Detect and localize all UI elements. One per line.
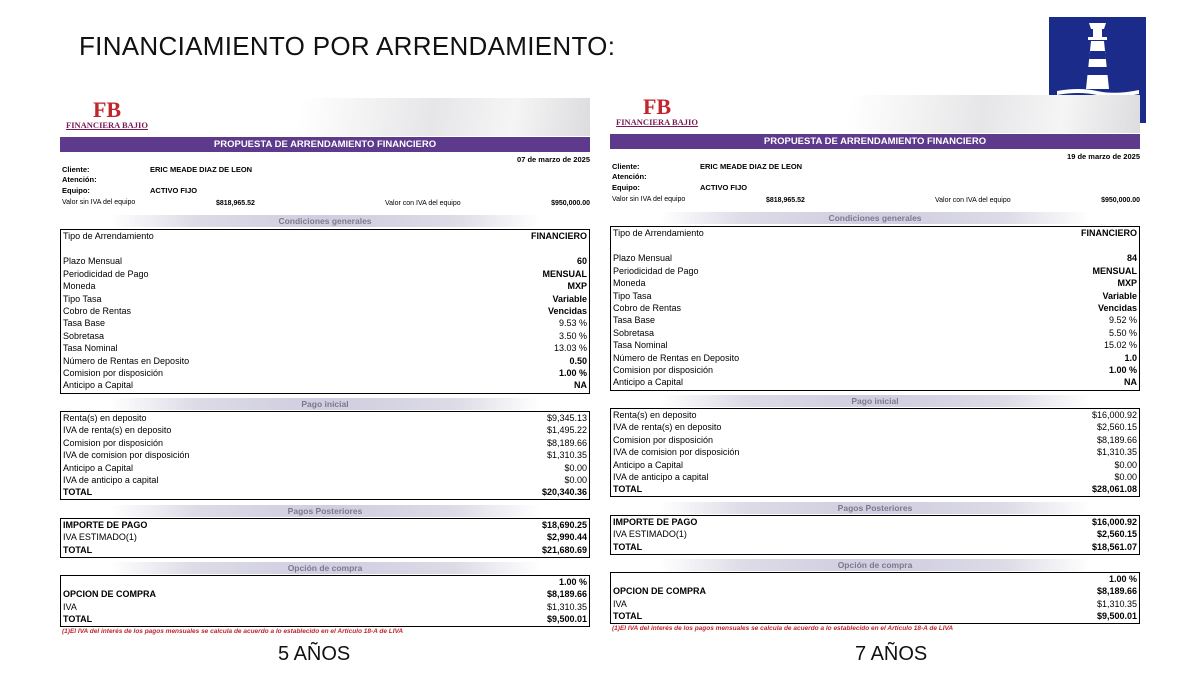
table-row (61, 293, 589, 305)
quote-date: 19 de marzo de 2025 (1067, 152, 1140, 161)
section-purchase-option: Opción de compra (660, 559, 1090, 571)
equipment-label: Equipo: (612, 183, 640, 192)
row-label: Comision por disposición (63, 367, 164, 378)
table-row (611, 364, 1139, 376)
later-total-row (611, 541, 1139, 553)
row-value: $0.00 (564, 462, 587, 473)
general-conditions-table (610, 226, 1140, 391)
brand-name: FINANCIERA BAJIO (616, 117, 698, 127)
table-row (61, 379, 589, 391)
payment-amount-row (611, 516, 1139, 528)
initial-total-value: $20,340.36 (541, 487, 587, 498)
initial-total-label: TOTAL (613, 484, 643, 495)
purchase-total-value: $9,500.01 (1096, 611, 1137, 622)
purchase-vat-value: $1,310.35 (546, 601, 587, 612)
row-value: Variable (1102, 290, 1137, 301)
section-later-payments: Pagos Posteriores (110, 505, 540, 517)
table-row (611, 471, 1139, 483)
row-value: $1,495.22 (546, 425, 587, 436)
financiera-bajio-logo (612, 94, 702, 131)
row-label: Tipo Tasa (63, 293, 102, 304)
row-value: 0.50 (569, 355, 587, 366)
row-label: Tasa Nominal (613, 340, 668, 351)
initial-payment-rows (611, 409, 1139, 483)
row-value: $16,000.92 (1091, 410, 1137, 420)
row-value: MENSUAL (542, 268, 587, 279)
general-conditions-rows (61, 255, 589, 391)
row-label: Tasa Base (613, 315, 656, 326)
table-row (611, 314, 1139, 326)
estimated-vat-value: $2,560.15 (1096, 529, 1137, 540)
purchase-vat-label: IVA (63, 601, 77, 612)
table-row (611, 252, 1139, 264)
row-label: Sobretasa (613, 327, 655, 338)
row-label: Cobro de Rentas (63, 305, 132, 316)
row-label: Anticipo a Capital (613, 377, 684, 388)
row-label: Moneda (613, 278, 646, 289)
table-row (61, 449, 589, 461)
estimated-vat-row (61, 531, 589, 543)
estimated-vat-label: IVA ESTIMADO(1) (613, 529, 687, 540)
row-label: Plazo Mensual (613, 253, 673, 264)
section-initial-payment: Pago inicial (660, 395, 1090, 407)
attention-label: Atención: (612, 172, 647, 181)
client-name: ERIC MEADE DIAZ DE LEON (150, 165, 253, 174)
row-value: $8,189.66 (1096, 434, 1137, 445)
row-label: Anticipo a Capital (63, 380, 134, 391)
purchase-total-value: $9,500.01 (546, 614, 587, 625)
row-value: 3.50 % (558, 330, 587, 341)
row-label: IVA de comision por disposición (63, 450, 190, 461)
row-value: $0.00 (1114, 471, 1137, 482)
proposal-header: PROPUESTA DE ARRENDAMIENTO FINANCIERO (610, 134, 1140, 149)
row-value: MXP (567, 281, 587, 292)
row-label: Periodicidad de Pago (613, 265, 699, 276)
table-row (61, 255, 589, 267)
payment-amount-value: $16,000.92 (1091, 517, 1137, 527)
initial-payment-table (60, 411, 590, 500)
brand-name: FINANCIERA BAJIO (66, 120, 148, 130)
purchase-pct-row (611, 573, 1139, 585)
row-value: 60 (576, 256, 587, 267)
row-value: $2,560.15 (1096, 422, 1137, 433)
value-without-vat-label: Valor sin IVA del equipo (612, 196, 686, 203)
value-without-vat: $818,965.52 (766, 197, 805, 204)
section-general-conditions: Condiciones generales (110, 215, 540, 227)
table-row (611, 446, 1139, 458)
value-with-vat: $950,000.00 (551, 200, 590, 207)
client-label: Cliente: (612, 162, 640, 171)
lease-type-value: FINANCIERO (531, 231, 587, 241)
row-label: IVA de renta(s) en deposito (613, 422, 722, 433)
lease-type-label: Tipo de Arrendamiento (613, 228, 704, 238)
general-conditions-table (60, 229, 590, 394)
row-label: Moneda (63, 281, 96, 292)
row-label: Comision por disposición (613, 434, 714, 445)
purchase-option-value: $8,189.66 (546, 589, 587, 600)
table-row (611, 327, 1139, 339)
lease-type-label: Tipo de Arrendamiento (63, 231, 154, 241)
row-value: NA (1124, 377, 1137, 388)
financiera-bajio-logo (62, 97, 152, 134)
payment-amount-value: $18,690.25 (541, 520, 587, 530)
row-value: 84 (1126, 253, 1137, 264)
section-purchase-option: Opción de compra (110, 562, 540, 574)
row-label: IVA de comision por disposición (613, 447, 740, 458)
table-row (611, 434, 1139, 446)
table-row (611, 376, 1139, 388)
table-row (61, 280, 589, 292)
row-value: 1.00 % (1108, 364, 1137, 375)
table-row (611, 339, 1139, 351)
row-value: Variable (552, 293, 587, 304)
value-with-vat: $950,000.00 (1101, 197, 1140, 204)
later-total-value: $21,680.69 (541, 544, 587, 555)
purchase-pct-value: 1.00 % (1108, 574, 1137, 584)
table-row (61, 305, 589, 317)
purchase-total-row (61, 613, 589, 625)
row-label: Anticipo a Capital (613, 459, 684, 470)
section-initial-payment: Pago inicial (110, 398, 540, 410)
row-value: NA (574, 380, 587, 391)
later-total-label: TOTAL (613, 541, 643, 552)
row-label: Renta(s) en deposito (613, 410, 697, 420)
client-name: ERIC MEADE DIAZ DE LEON (700, 162, 803, 171)
row-value: 15.02 % (1103, 340, 1137, 351)
estimated-vat-label: IVA ESTIMADO(1) (63, 532, 137, 543)
purchase-option-label: OPCION DE COMPRA (63, 589, 157, 600)
section-general-conditions: Condiciones generales (660, 212, 1090, 224)
brand-mark: FB (92, 97, 122, 122)
initial-total-value: $28,061.08 (1091, 484, 1137, 495)
table-row (61, 317, 589, 329)
row-label: Cobro de Rentas (613, 302, 682, 313)
row-label: Tasa Nominal (63, 343, 118, 354)
purchase-total-label: TOTAL (63, 614, 93, 625)
payment-amount-label: IMPORTE DE PAGO (63, 520, 148, 530)
row-value: $9,345.13 (546, 413, 587, 423)
row-label: Comision por disposición (613, 364, 714, 375)
initial-total-row (611, 483, 1139, 495)
initial-payment-rows (61, 412, 589, 486)
purchase-vat-row (611, 598, 1139, 610)
client-label: Cliente: (62, 165, 90, 174)
footnote: (1)El IVA del interés de los pagos mensuales se calcula de acuerdo a lo establecido en el Artículo 18-A de LIVA (612, 625, 954, 632)
row-value: $1,310.35 (546, 450, 587, 461)
row-value: $1,310.35 (1096, 447, 1137, 458)
lease-type-row (61, 230, 589, 242)
row-value: 9.53 % (558, 318, 587, 329)
estimated-vat-value: $2,990.44 (546, 532, 587, 543)
row-label: Tasa Base (63, 318, 106, 329)
row-label: Número de Rentas en Deposito (613, 352, 740, 363)
slide-title: FINANCIAMIENTO POR ARRENDAMIENTO: (79, 31, 616, 61)
brand-mark: FB (642, 94, 672, 119)
table-row (61, 424, 589, 436)
table-row (61, 342, 589, 354)
table-row (61, 355, 589, 367)
table-row (611, 302, 1139, 314)
lease-type-value: FINANCIERO (1081, 228, 1137, 238)
row-value: MXP (1117, 278, 1137, 289)
row-value: Vencidas (547, 305, 587, 316)
table-row (611, 265, 1139, 277)
purchase-option-row (61, 588, 589, 600)
equipment-value: ACTIVO FIJO (150, 186, 198, 195)
row-label: Renta(s) en deposito (63, 413, 147, 423)
equipment-value: ACTIVO FIJO (700, 183, 748, 192)
later-payments-table (610, 515, 1140, 555)
row-value: $8,189.66 (546, 437, 587, 448)
table-row (61, 474, 589, 486)
row-label: Comision por disposición (63, 437, 164, 448)
table-row (61, 437, 589, 449)
payment-amount-row (61, 519, 589, 531)
lease-quote-7-years (610, 95, 1140, 635)
proposal-header: PROPUESTA DE ARRENDAMIENTO FINANCIERO (60, 137, 590, 152)
value-without-vat: $818,965.52 (216, 200, 255, 207)
row-value: 9.52 % (1108, 315, 1137, 326)
row-value: 5.50 % (1108, 327, 1137, 338)
table-row (61, 462, 589, 474)
table-row (61, 412, 589, 424)
table-row (611, 421, 1139, 433)
row-label: Número de Rentas en Deposito (63, 355, 190, 366)
row-label: IVA de anticipo a capital (613, 471, 709, 482)
purchase-vat-row (61, 601, 589, 613)
purchase-total-label: TOTAL (613, 611, 643, 622)
purchase-pct-row (61, 576, 589, 588)
table-row (611, 277, 1139, 289)
initial-total-label: TOTAL (63, 487, 93, 498)
quote-date: 07 de marzo de 2025 (517, 155, 590, 164)
row-label: Periodicidad de Pago (63, 268, 149, 279)
row-value: MENSUAL (1092, 265, 1137, 276)
lease-quote-5-years (60, 98, 590, 638)
row-label: Anticipo a Capital (63, 462, 134, 473)
purchase-option-value: $8,189.66 (1096, 586, 1137, 597)
purchase-vat-label: IVA (613, 598, 627, 609)
later-total-value: $18,561.07 (1091, 541, 1137, 552)
later-payments-table (60, 518, 590, 558)
value-without-vat-label: Valor sin IVA del equipo (62, 199, 136, 206)
caption-5-years: 5 AÑOS (278, 643, 351, 665)
purchase-option-table (60, 575, 590, 627)
table-row (61, 268, 589, 280)
later-total-label: TOTAL (63, 544, 93, 555)
row-value: Vencidas (1097, 302, 1137, 313)
row-label: IVA de anticipo a capital (63, 474, 159, 485)
row-value: $0.00 (564, 474, 587, 485)
row-value: 13.03 % (553, 343, 587, 354)
purchase-option-label: OPCION DE COMPRA (613, 586, 707, 597)
estimated-vat-row (611, 528, 1139, 540)
purchase-option-table (610, 572, 1140, 624)
row-label: Sobretasa (63, 330, 105, 341)
value-with-vat-label: Valor con IVA del equipo (935, 197, 1011, 204)
caption-7-years: 7 AÑOS (855, 643, 928, 665)
row-value: $0.00 (1114, 459, 1137, 470)
lease-type-row (611, 227, 1139, 239)
row-value: 1.0 (1124, 352, 1137, 363)
row-label: Tipo Tasa (613, 290, 652, 301)
table-row (611, 459, 1139, 471)
table-row (611, 290, 1139, 302)
table-row (61, 367, 589, 379)
attention-label: Atención: (62, 175, 97, 184)
purchase-vat-value: $1,310.35 (1096, 598, 1137, 609)
section-later-payments: Pagos Posteriores (660, 502, 1090, 514)
row-label: IVA de renta(s) en deposito (63, 425, 172, 436)
purchase-pct-value: 1.00 % (558, 577, 587, 587)
later-total-row (61, 544, 589, 556)
table-row (61, 330, 589, 342)
table-row (611, 409, 1139, 421)
row-label: Plazo Mensual (63, 256, 123, 267)
value-with-vat-label: Valor con IVA del equipo (385, 200, 461, 207)
row-value: 1.00 % (558, 367, 587, 378)
purchase-total-row (611, 610, 1139, 622)
payment-amount-label: IMPORTE DE PAGO (613, 517, 698, 527)
purchase-option-row (611, 585, 1139, 597)
initial-payment-table (610, 408, 1140, 497)
equipment-label: Equipo: (62, 186, 90, 195)
table-row (611, 352, 1139, 364)
general-conditions-rows (611, 252, 1139, 388)
footnote: (1)El IVA del interés de los pagos mensuales se calcula de acuerdo a lo establecido en el Artículo 18-A de LIVA (62, 628, 404, 635)
initial-total-row (61, 486, 589, 498)
